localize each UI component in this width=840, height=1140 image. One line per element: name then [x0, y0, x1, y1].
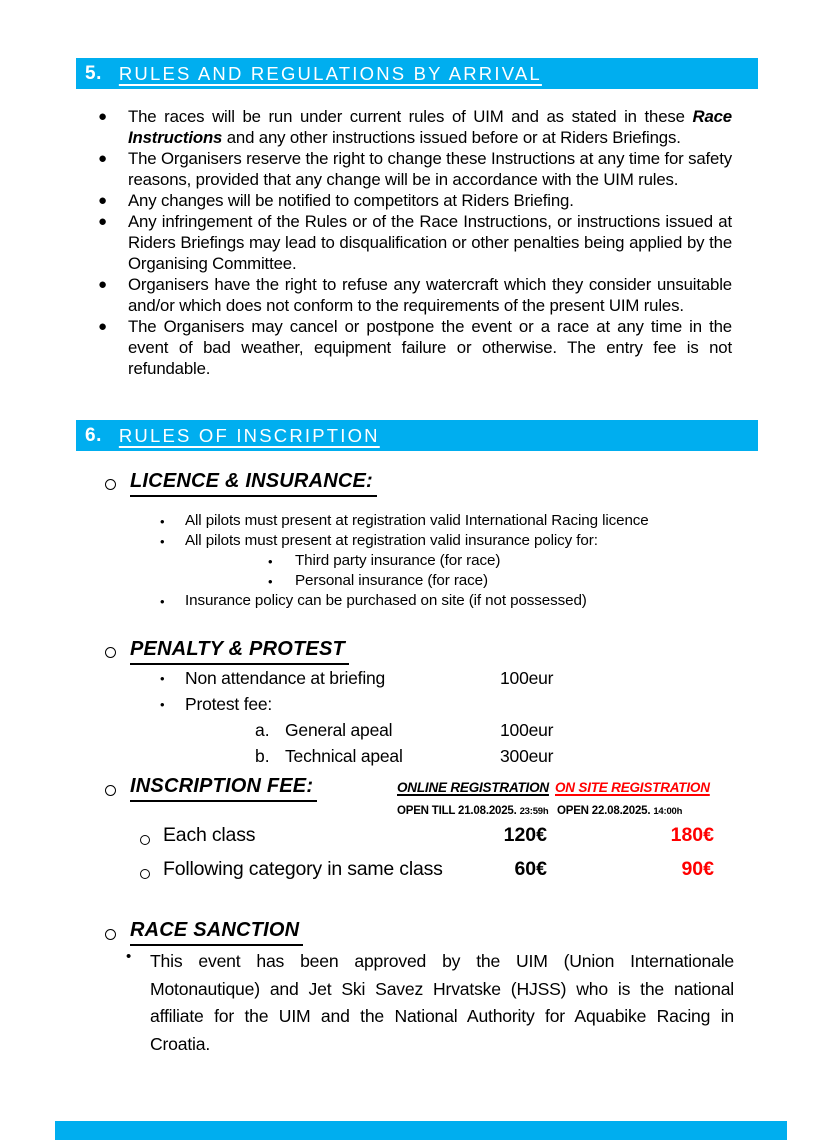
bullet-disc-icon: • — [160, 514, 165, 529]
bullet-disc-icon: ● — [98, 192, 107, 209]
licence-insurance-heading: LICENCE & INSURANCE: — [130, 470, 377, 497]
penalty-sub-value: 300eur — [500, 746, 554, 766]
fee-row-onsite-price: 180€ — [670, 824, 714, 846]
list-item-text: Any infringement of the Rules or of the Race Instructions, or instructions issued at Riders Briefings may lead to disqualification or other penalties being applied by the Organising Committee. — [128, 212, 732, 273]
penalty-row-value: 100eur — [500, 668, 554, 688]
licence-subitem: Personal insurance (for race) — [295, 572, 488, 589]
online-registration-deadline — [397, 805, 549, 817]
list-item — [98, 148, 732, 190]
list-item-text: The races will be run under current rules of UIM and as stated in these — [128, 107, 693, 126]
section-5-number: 5. — [85, 62, 102, 84]
section-5-header-bar — [76, 58, 758, 89]
bullet-disc-icon: ● — [98, 318, 107, 335]
section-5-title: RULES AND REGULATIONS BY ARRIVAL — [118, 62, 542, 84]
fee-row-label: Each class — [163, 824, 256, 846]
penalty-row-label: Non attendance at briefing — [185, 668, 386, 688]
bullet-disc-icon: • — [160, 534, 165, 549]
list-item-text: The Organisers reserve the right to change these Instructions at any time for safety reasons, provided that any change will be in accordance with the UIM rules. — [128, 149, 732, 189]
online-deadline-date: OPEN TILL 21.08.2025. — [397, 805, 517, 817]
bullet-circle-icon — [105, 785, 116, 796]
onsite-deadline-time: 14:00h — [653, 806, 683, 817]
penalty-sub-letter: a. — [255, 720, 270, 740]
bullet-disc-icon: • — [160, 671, 165, 686]
fee-row-label: Following category in same class — [163, 858, 443, 880]
penalty-sub-value: 100eur — [500, 720, 554, 740]
list-item-text: and any other instructions issued before or at Riders Briefings. — [222, 128, 681, 147]
fee-row-onsite-price: 90€ — [681, 858, 714, 880]
list-item — [98, 190, 732, 211]
licence-subitem: Third party insurance (for race) — [295, 552, 501, 569]
bullet-circle-icon — [105, 647, 116, 658]
penalty-sub-letter: b. — [255, 746, 270, 766]
bullet-circle-icon — [105, 929, 116, 940]
list-item — [98, 274, 732, 316]
bullet-disc-icon: ● — [98, 108, 107, 125]
licence-item: All pilots must present at registration valid insurance policy for: — [185, 532, 598, 549]
list-item — [98, 106, 732, 148]
online-deadline-time: 23:59h — [519, 806, 549, 817]
fee-row-online-price: 60€ — [514, 858, 547, 880]
bullet-disc-icon: • — [126, 948, 132, 965]
bullet-disc-icon: ● — [98, 150, 107, 167]
rules-arrival-list — [98, 106, 732, 379]
bullet-circle-icon — [140, 835, 150, 845]
section-6-header-bar — [76, 420, 758, 451]
list-item-text: Any changes will be notified to competitors at Riders Briefing. — [128, 191, 574, 210]
penalty-protest-heading: PENALTY & PROTEST — [130, 638, 349, 665]
bullet-circle-icon — [140, 869, 150, 879]
penalty-sub-label: General apeal — [285, 720, 393, 740]
list-item — [98, 316, 732, 379]
onsite-registration-deadline — [557, 805, 682, 817]
list-item-text: Organisers have the right to refuse any watercraft which they consider unsuitable and/or which does not conform to the requirements of the present UIM rules. — [128, 275, 732, 315]
onsite-registration-column-header: ON SITE REGISTRATION — [555, 780, 710, 795]
list-item-text: The Organisers may cancel or postpone the event or a race at any time in the event of bad weather, equipment failure or otherwise. The entry fee is not refundable. — [128, 317, 732, 378]
fee-row-online-price: 120€ — [503, 824, 547, 846]
section-6-title: RULES OF INSCRIPTION — [118, 424, 380, 446]
bullet-disc-icon: • — [268, 574, 273, 589]
race-sanction-heading: RACE SANCTION — [130, 919, 303, 946]
bullet-disc-icon: ● — [98, 276, 107, 293]
licence-item: Insurance policy can be purchased on site (if not possessed) — [185, 592, 587, 609]
list-item — [98, 211, 732, 274]
bullet-disc-icon: • — [268, 554, 273, 569]
race-instructions-emphasis: Race Instructions — [128, 107, 732, 147]
bullet-circle-icon — [105, 479, 116, 490]
penalty-row-label: Protest fee: — [185, 694, 273, 714]
bullet-disc-icon: ● — [98, 213, 107, 230]
next-section-header-partial-bar — [55, 1121, 787, 1140]
penalty-sub-label: Technical apeal — [285, 746, 403, 766]
bullet-disc-icon: • — [160, 594, 165, 609]
inscription-fee-heading: INSCRIPTION FEE: — [130, 775, 317, 802]
online-registration-column-header: ONLINE REGISTRATION — [397, 780, 549, 795]
licence-item: All pilots must present at registration valid International Racing licence — [185, 512, 649, 529]
onsite-deadline-date: OPEN 22.08.2025. — [557, 805, 651, 817]
race-sanction-paragraph: This event has been approved by the UIM (Union Internationale Motonautique) and Jet Ski Savez Hrvatske (HJSS) who is the national affiliate for the UIM and the National Authority for Aquabike Racing in Croatia. — [150, 951, 734, 1054]
section-6-number: 6. — [85, 424, 102, 446]
bullet-disc-icon: • — [160, 697, 165, 712]
